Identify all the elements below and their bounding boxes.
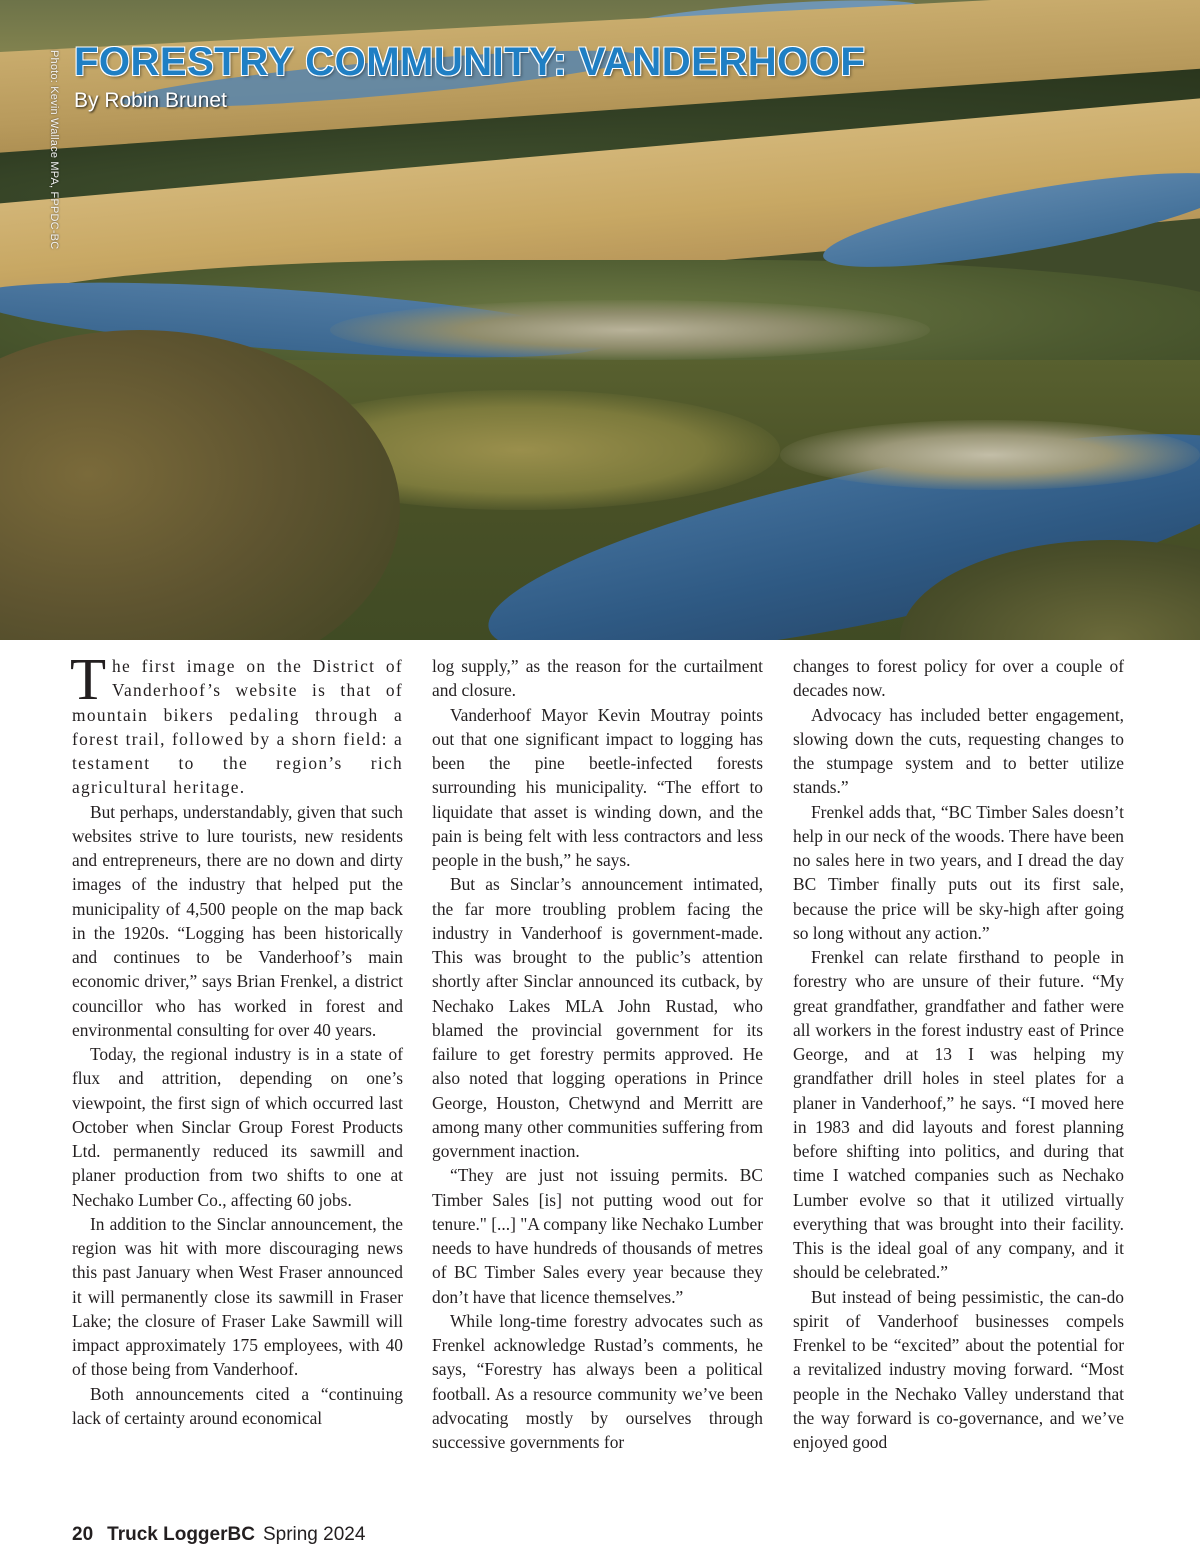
- photo-credit: Photo: Kevin Wallace MPA, FPPDC-BC: [48, 50, 60, 250]
- paragraph: In addition to the Sinclar announcement, the region was hit with more discouraging news this past January when West Fraser announced it will permanently close its sawmill in Fraser Lake; the closure of Fraser Lake Sawmill will impact approximately 175 employees, with 40 of those being from Vanderhoof.: [72, 1213, 403, 1380]
- paragraph: “They are just not issuing permits. BC Timber Sales [is] not putting wood out for tenure." [...] "A company like Nechako Lumber needs to have hundreds of thousands of metres of BC Timber Sales every year because they don’t have that licence themselves.”: [432, 1165, 763, 1307]
- paragraph: Vanderhoof Mayor Kevin Moutray points out that one significant impact to logging has been the pine beetle-infected forests surrounding his municipality. “The effort to liquidate that asset is winding down, and the pain is being felt with less contractors and less people in the bush,” he says.: [432, 704, 763, 870]
- paragraph: changes to forest policy for over a couple of decades now.: [793, 656, 1124, 701]
- page-number: 20: [72, 1524, 94, 1545]
- paragraph: While long-time forestry advocates such as Frenkel acknowledge Rustad’s comments, he says, “Forestry has always been a political football. As a resource community we’ve been advocating mostly by ourselves through successive governments for: [432, 1310, 763, 1452]
- article-column-1: [70, 646, 403, 1430]
- page-footer: [72, 1524, 365, 1546]
- article-byline: By Robin Brunet: [74, 89, 227, 112]
- article-column-3: [793, 654, 1124, 1454]
- article-body: [70, 646, 1124, 1514]
- magazine-name: Truck LoggerBC: [107, 1524, 255, 1545]
- paragraph: [70, 646, 403, 800]
- article-column-2: [432, 654, 763, 1454]
- paragraph: log supply,” as the reason for the curtailment and closure.: [432, 656, 763, 701]
- paragraph-text: he first image on the District of Vanderhoof’s website is that of mountain bikers pedaling through a forest trail, followed by a shorn field: a testament to the region’s rich agricultural heritage.: [72, 656, 403, 798]
- article-title: FORESTRY COMMUNITY: VANDERHOOF: [74, 40, 866, 84]
- paragraph: Frenkel adds that, “BC Timber Sales doesn’t help in our neck of the woods. There have been no sales here in two years, and I dread the day BC Timber finally puts out its first sale, because the price will be sky-high after going so long without any action.”: [793, 801, 1124, 943]
- paragraph: Frenkel can relate firsthand to people in forestry who are unsure of their future. “My great grandfather, grandfather and father were all workers in the forest industry east of Prince George, and at 13 I was helping my grandfather drill holes in steel plates for a planer in Vanderhoof,” he says. “I moved here in 1983 and did layouts and forest planning before shifting into politics, and during that time I watched companies such as Nechako Lumber evolve so that it utilized virtually everything that was brought into their facility. This is the ideal goal of any company, and it should be celebrated.”: [793, 947, 1124, 1283]
- paragraph: Advocacy has included better engagement, slowing down the cuts, requesting changes to the stumpage system and to better utilize stands.”: [793, 704, 1124, 798]
- photo-town-upper: [330, 300, 930, 360]
- issue-date: Spring 2024: [262, 1524, 366, 1545]
- paragraph: Both announcements cited a “continuing lack of certainty around economical: [72, 1383, 403, 1428]
- photo-town-lower: [780, 420, 1200, 490]
- paragraph: But perhaps, understandably, given that such websites strive to lure tourists, new residents and entrepreneurs, there are no down and dirty images of the industry that helped put the municipality of 4,500 people on the map back in the 1920s. “Logging has been historically and continues to be Vanderhoof’s main economic driver,” says Brian Frenkel, a district councillor who has worked in forest and environmental consulting for over 40 years.: [72, 801, 403, 1040]
- paragraph: Today, the regional industry is in a state of flux and attrition, depending on one’s viewpoint, the first sign of which occurred last October when Sinclar Group Forest Products Ltd. permanently reduced its sawmill and planer production from two shifts to one at Nechako Lumber Co., affecting 60 jobs.: [72, 1044, 403, 1210]
- hero-photo: [0, 0, 1200, 640]
- paragraph: But instead of being pessimistic, the can-do spirit of Vanderhoof businesses compels Frenkel to be “excited” about the potential for a revitalized industry moving forward. “Most people in the Nechako Valley understand that the way forward is co-governance, and we’ve enjoyed good: [793, 1286, 1124, 1452]
- paragraph: But as Sinclar’s announcement intimated, the far more troubling problem facing the industry in Vanderhoof is government-made. This was brought to the public’s attention shortly after Sinclar announced its cutback, by Nechako Lakes MLA John Rustad, who blamed the provincial government for its failure to get forestry permits approved. He also noted that logging operations in Prince George, Houston, Chetwynd and Merritt are among many other communities suffering from government inaction.: [432, 874, 763, 1161]
- drop-cap: T: [70, 646, 107, 712]
